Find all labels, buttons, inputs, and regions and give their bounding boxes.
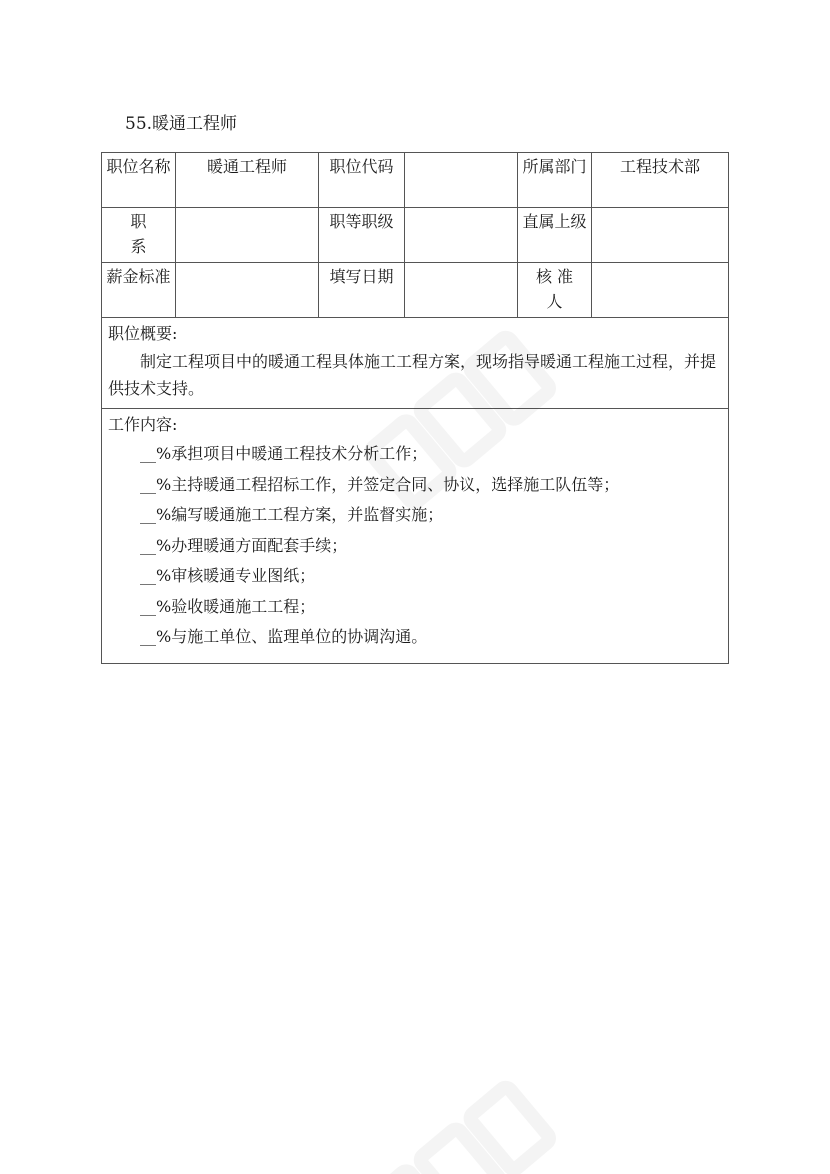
department-value-cell <box>592 153 729 208</box>
position-code-label: 职位代码 <box>329 157 394 176</box>
position-name-label-cell <box>102 153 176 208</box>
job-description-table <box>101 152 729 664</box>
approver-label: 核 准 人 <box>535 267 574 311</box>
list-item: __%办理暖通方面配套手续； <box>140 535 348 555</box>
supervisor-label: 直属上级 <box>522 212 587 231</box>
series-label: 职 系 <box>130 212 147 256</box>
position-code-label-cell <box>319 153 405 208</box>
series-label-cell <box>102 208 176 263</box>
table-row-duties <box>102 409 729 664</box>
duties-heading: 工作内容: <box>108 415 178 434</box>
supervisor-label-cell <box>518 208 592 263</box>
position-code-value-cell <box>405 153 518 208</box>
list-item: __%审核暖通专业图纸； <box>140 566 316 585</box>
salary-value-cell <box>176 263 319 318</box>
fill-date-label: 填写日期 <box>329 267 394 286</box>
position-name-value: 暖通工程师 <box>206 157 287 176</box>
watermark-graphic-bottom <box>330 1040 590 1174</box>
department-value: 工程技术部 <box>619 157 700 176</box>
salary-label: 薪金标准 <box>106 267 171 286</box>
fill-date-value-cell <box>405 263 518 318</box>
series-value-cell <box>176 208 319 263</box>
summary-heading: 职位概要: <box>108 324 178 343</box>
table-row-salary <box>102 263 729 318</box>
grade-label: 职等职级 <box>329 212 394 231</box>
duties-cell <box>102 409 729 664</box>
grade-label-cell <box>319 208 405 263</box>
fill-date-label-cell <box>319 263 405 318</box>
summary-cell <box>102 318 729 409</box>
salary-label-cell <box>102 263 176 318</box>
page-title: 55.暖通工程师 <box>125 114 238 134</box>
department-label-cell <box>518 153 592 208</box>
grade-value-cell <box>405 208 518 263</box>
table-row-series <box>102 208 729 263</box>
position-name-label: 职位名称 <box>106 157 171 176</box>
list-item: __%与施工单位、监理单位的协调沟通。 <box>140 627 428 646</box>
supervisor-value-cell <box>592 208 729 263</box>
table-row-position <box>102 153 729 208</box>
list-item: __%主持暖通工程招标工作，并签定合同、协议，选择施工队伍等； <box>140 474 620 494</box>
approver-label-cell <box>518 263 592 318</box>
department-label: 所属部门 <box>522 157 587 176</box>
position-name-value-cell <box>176 153 319 208</box>
list-item: __%承担项目中暖通工程技术分析工作； <box>140 444 428 463</box>
duty-list <box>108 439 722 653</box>
list-item: __%编写暖通施工工程方案，并监督实施； <box>140 505 444 524</box>
approver-value-cell <box>592 263 729 318</box>
table-row-summary <box>102 318 729 409</box>
list-item: __%验收暖通施工工程； <box>140 596 316 616</box>
summary-text: 制定工程项目中的暖通工程具体施工工程方案，现场指导暖通工程施工过程，并提供技术支持。 <box>108 352 717 398</box>
